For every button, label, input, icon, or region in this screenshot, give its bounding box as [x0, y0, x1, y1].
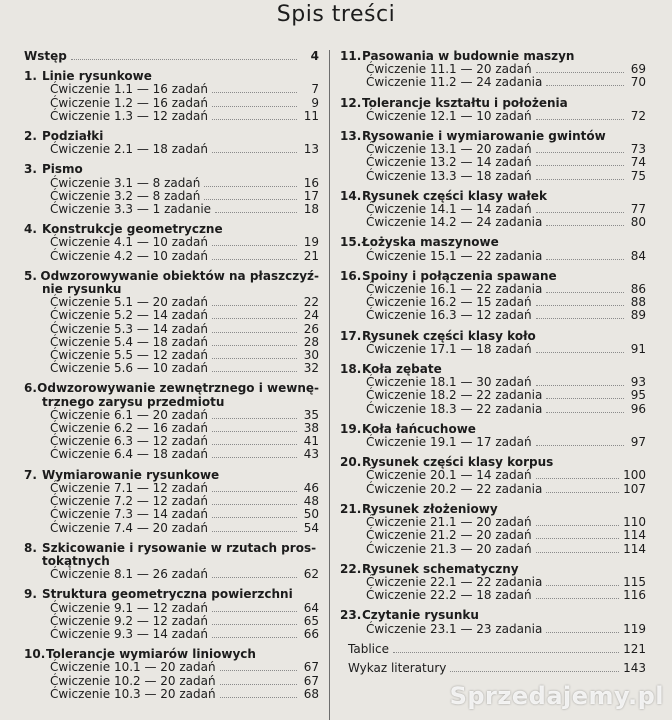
exercise-label: Ćwiczenie 5.4 — 18 zadań — [50, 334, 208, 349]
section-title: Łożyska maszynowe — [362, 235, 499, 250]
section-title: Struktura geometryczna powierzchni — [42, 587, 293, 602]
exercise-entry — [340, 623, 646, 636]
exercise-label: Ćwiczenie 18.1 — 30 zadań — [366, 375, 532, 390]
exercise-label: Ćwiczenie 17.1 — 18 zadań — [366, 341, 532, 356]
page-number: 19 — [303, 235, 319, 250]
page-number: 13 — [303, 142, 319, 157]
toc-entry: Wstęp 4 — [24, 49, 319, 63]
exercise-label: Ćwiczenie 1.1 — 16 zadań — [50, 82, 208, 97]
section-number: 3. — [24, 162, 37, 177]
exercise-entry — [340, 250, 646, 263]
exercise-entry — [24, 110, 319, 123]
exercise-label: Ćwiczenie 6.4 — 18 zadań — [50, 447, 208, 462]
exercise-entry — [24, 250, 319, 263]
page-number: 88 — [630, 295, 646, 310]
exercise-entry — [340, 343, 646, 356]
exercise-label: Ćwiczenie 12.1 — 10 zadań — [366, 108, 532, 123]
exercise-label: Ćwiczenie 14.2 — 24 zadania — [366, 215, 543, 230]
exercise-label: Ćwiczenie 9.3 — 14 zadań — [50, 626, 208, 641]
exercise-label: Ćwiczenie 10.2 — 20 zadań — [50, 673, 216, 688]
section-title: Tolerancje wymiarów liniowych — [46, 647, 256, 662]
toc-section — [340, 456, 646, 496]
exercise-label: Ćwiczenie 21.2 — 20 zadań — [366, 528, 532, 543]
exercise-entry — [340, 389, 646, 402]
exercise-label: Ćwiczenie 19.1 — 17 zadań — [366, 435, 532, 450]
page-number: 50 — [303, 507, 319, 522]
section-number: 17. — [340, 328, 362, 343]
toc-section — [24, 70, 319, 123]
exercise-entry — [24, 143, 319, 156]
exercise-entry — [24, 97, 319, 110]
section-heading — [340, 563, 646, 576]
section-heading — [340, 97, 646, 110]
exercise-label: Ćwiczenie 5.3 — 14 zadań — [50, 321, 208, 336]
page-number: 95 — [630, 388, 646, 403]
page-number: 68 — [303, 686, 319, 701]
section-title: Rysunek części klasy wałek — [362, 188, 547, 203]
section-title: Spoiny i połączenia spawane — [362, 268, 557, 283]
exercise-entry — [24, 675, 319, 688]
exercise-entry — [340, 436, 646, 449]
exercise-entry — [340, 156, 646, 169]
page-number: 62 — [303, 567, 319, 582]
exercise-label: Ćwiczenie 16.1 — 22 zadania — [366, 282, 543, 297]
toc-section — [24, 648, 319, 701]
toc-section — [340, 130, 646, 183]
exercise-entry — [340, 543, 646, 556]
exercise-entry — [340, 170, 646, 183]
exercise-entry — [340, 529, 646, 542]
section-title: Rysowanie i wymiarowanie gwintów — [362, 129, 606, 144]
section-heading — [340, 236, 646, 249]
section-number: 11. — [340, 49, 362, 63]
toc-section — [340, 50, 646, 90]
section-title: Pismo — [42, 162, 83, 177]
exercise-entry — [340, 76, 646, 89]
section-title: Rysunek złożeniowy — [362, 501, 498, 516]
page-number: 72 — [630, 108, 646, 123]
page-number: 74 — [630, 155, 646, 170]
page-number: 32 — [303, 361, 319, 376]
exercise-label: Ćwiczenie 5.2 — 14 zadań — [50, 308, 208, 323]
page-number: 22 — [303, 295, 319, 310]
exercise-label: Ćwiczenie 16.3 — 12 zadań — [366, 308, 532, 323]
toc-section — [340, 190, 646, 230]
section-title: Wymiarowanie rysunkowe — [42, 467, 220, 482]
exercise-entry — [24, 309, 319, 322]
section-title: Rysunek schematyczny — [362, 561, 519, 576]
watermark-logo: Sprzedajemy.pl — [449, 682, 664, 710]
section-number: 22. — [340, 561, 362, 576]
exercise-label: Ćwiczenie 6.3 — 12 zadań — [50, 434, 208, 449]
exercise-label: Ćwiczenie 16.2 — 15 zadań — [366, 295, 532, 310]
page-number: 7 — [311, 82, 319, 97]
page-number: 9 — [311, 95, 319, 110]
exercise-label: Ćwiczenie 13.2 — 14 zadań — [366, 155, 532, 170]
exercise-entry — [340, 309, 646, 322]
toc-section — [24, 163, 319, 216]
toc-section — [24, 588, 319, 641]
exercise-entry — [340, 403, 646, 416]
page-number: 16 — [303, 175, 319, 190]
toc-intro — [24, 50, 319, 63]
section-title: Koła łańcuchowe — [362, 421, 476, 436]
toc-section — [24, 270, 319, 376]
exercise-entry — [24, 177, 319, 190]
page-number: 48 — [303, 494, 319, 509]
exercise-label: Ćwiczenie 1.2 — 16 zadań — [50, 95, 208, 110]
exercise-label: Ćwiczenie 4.2 — 10 zadań — [50, 248, 208, 263]
section-number: 4. — [24, 222, 37, 237]
exercise-entry — [24, 362, 319, 375]
toc-tables — [340, 643, 646, 656]
exercise-label: Ćwiczenie 7.3 — 14 zadań — [50, 507, 208, 522]
exercise-label: Ćwiczenie 21.3 — 20 zadań — [366, 541, 532, 556]
exercise-entry — [24, 661, 319, 674]
toc-section — [340, 503, 646, 556]
page-number: 11 — [303, 108, 319, 123]
page-number: 64 — [303, 600, 319, 615]
section-title: Linie rysunkowe — [42, 69, 152, 84]
exercise-label: Ćwiczenie 8.1 — 26 zadań — [50, 567, 208, 582]
exercise-label: Ćwiczenie 14.1 — 14 zadań — [366, 202, 532, 217]
exercise-label: Ćwiczenie 10.3 — 20 zadań — [50, 686, 216, 701]
exercise-label: Ćwiczenie 3.1 — 8 zadań — [50, 175, 201, 190]
section-title: Koła zębate — [362, 362, 442, 377]
exercise-label: Ćwiczenie 6.1 — 20 zadań — [50, 407, 208, 422]
page-number: 110 — [623, 515, 646, 530]
exercise-label: Ćwiczenie 18.3 — 22 zadania — [366, 401, 543, 416]
toc-section — [24, 130, 319, 156]
exercise-label: Ćwiczenie 3.3 — 1 zadanie — [50, 202, 212, 217]
exercise-label: Ćwiczenie 7.2 — 12 zadań — [50, 494, 208, 509]
exercise-label: Ćwiczenie 10.1 — 20 zadań — [50, 660, 216, 675]
exercise-entry — [24, 508, 319, 521]
exercise-label: Ćwiczenie 2.1 — 18 zadań — [50, 142, 208, 157]
page-number: 21 — [303, 248, 319, 263]
toc-left-column — [24, 50, 319, 708]
section-number: 15. — [340, 235, 362, 250]
page-number: 65 — [303, 613, 319, 628]
exercise-label: Ćwiczenie 9.1 — 12 zadań — [50, 600, 208, 615]
exercise-entry — [340, 469, 646, 482]
exercise-label: Ćwiczenie 15.1 — 22 zadania — [366, 248, 543, 263]
exercise-label: Ćwiczenie 21.1 — 20 zadań — [366, 515, 532, 530]
page-number: 86 — [630, 282, 646, 297]
page-number: 115 — [623, 574, 646, 589]
exercise-label: Ćwiczenie 11.2 — 24 zadania — [366, 75, 543, 90]
section-heading — [24, 542, 319, 555]
exercise-label: Ćwiczenie 7.1 — 12 zadań — [50, 480, 208, 495]
section-number: 7. — [24, 467, 37, 482]
exercise-entry — [340, 110, 646, 123]
section-number: 1. — [24, 69, 37, 84]
section-title-continued: trznego zarysu przedmiotu — [42, 394, 225, 409]
section-number: 20. — [340, 455, 362, 470]
page-title: Spis treści — [276, 2, 396, 27]
section-title: Szkicowanie i rysowanie w rzutach pros- — [42, 540, 317, 555]
section-number: 8. — [24, 540, 37, 555]
exercise-label: Ćwiczenie 22.1 — 22 zadania — [366, 574, 543, 589]
exercise-entry — [24, 615, 319, 628]
page-number: 96 — [630, 401, 646, 416]
exercise-label: Ćwiczenie 4.1 — 10 zadań — [50, 235, 208, 250]
toc-section — [340, 563, 646, 603]
section-heading — [24, 163, 319, 176]
toc-section — [24, 382, 319, 461]
page-number: 73 — [630, 142, 646, 157]
toc-section — [340, 97, 646, 123]
exercise-label: Ćwiczenie 22.2 — 18 zadań — [366, 588, 532, 603]
page-number: 41 — [303, 434, 319, 449]
section-number: 19. — [340, 421, 362, 436]
page-number: 89 — [630, 308, 646, 323]
section-heading — [340, 609, 646, 622]
section-number: 9. — [24, 587, 37, 602]
toc-section — [340, 363, 646, 416]
section-title: Odwzorowywanie obiektów na płaszczyź- — [40, 268, 319, 283]
exercise-entry — [24, 203, 319, 216]
section-number: 13. — [340, 129, 362, 144]
exercise-entry — [24, 448, 319, 461]
page-number: 38 — [303, 421, 319, 436]
page-number: 43 — [303, 447, 319, 462]
section-heading — [24, 469, 319, 482]
page-number: 77 — [630, 202, 646, 217]
page-number: 100 — [623, 468, 646, 483]
exercise-label: Ćwiczenie 9.2 — 12 zadań — [50, 613, 208, 628]
section-number: 16. — [340, 268, 362, 283]
page-number: 114 — [623, 528, 646, 543]
page-number: 84 — [630, 248, 646, 263]
page-number: 67 — [303, 673, 319, 688]
section-title: Rysunek części klasy koło — [362, 328, 536, 343]
toc-section — [24, 223, 319, 263]
section-title: Odwzorowywanie zewnętrznego i wewnę- — [37, 381, 319, 396]
exercise-label: Ćwiczenie 11.1 — 20 zadań — [366, 62, 532, 77]
toc-section — [340, 609, 646, 635]
section-number: 14. — [340, 188, 362, 203]
section-title: Pasowania w budownie maszyn — [362, 49, 575, 63]
toc-section — [340, 270, 646, 323]
section-title: Podziałki — [42, 129, 104, 144]
page-number: 119 — [623, 621, 646, 636]
section-title: Czytanie rysunku — [362, 608, 479, 623]
section-number: 5. — [24, 268, 37, 283]
exercise-label: Ćwiczenie 13.1 — 20 zadań — [366, 142, 532, 157]
page-number: 116 — [623, 588, 646, 603]
page-number: 70 — [630, 75, 646, 90]
page-number: 75 — [630, 168, 646, 183]
exercise-entry — [24, 628, 319, 641]
section-number: 23. — [340, 608, 362, 623]
section-title-continued: nie rysunku — [42, 282, 122, 297]
page-number: 24 — [303, 308, 319, 323]
exercise-label: Ćwiczenie 20.1 — 14 zadań — [366, 468, 532, 483]
section-title-continued: tokątnych — [42, 553, 110, 568]
section-number: 12. — [340, 95, 362, 110]
exercise-entry — [340, 589, 646, 602]
toc-section — [340, 330, 646, 356]
exercise-label: Ćwiczenie 1.3 — 12 zadań — [50, 108, 208, 123]
exercise-label: Ćwiczenie 5.5 — 12 zadań — [50, 348, 208, 363]
page-number: 93 — [630, 375, 646, 390]
section-title: Konstrukcje geometryczne — [42, 222, 223, 237]
page-number: 18 — [303, 202, 319, 217]
section-number: 21. — [340, 501, 362, 516]
page-number: 66 — [303, 626, 319, 641]
exercise-label: Ćwiczenie 13.3 — 18 zadań — [366, 168, 532, 183]
page-number: 107 — [623, 481, 646, 496]
section-number: 18. — [340, 362, 362, 377]
exercise-label: Ćwiczenie 5.1 — 20 zadań — [50, 295, 208, 310]
exercise-entry — [24, 602, 319, 615]
page-number: 69 — [630, 62, 646, 77]
exercise-entry — [340, 216, 646, 229]
section-number: 10. — [24, 647, 46, 662]
page-number: 17 — [303, 188, 319, 203]
toc-literature — [340, 662, 646, 675]
page-number: 97 — [630, 435, 646, 450]
exercise-label: Ćwiczenie 6.2 — 16 zadań — [50, 421, 208, 436]
page-number: 30 — [303, 348, 319, 363]
exercise-label: Ćwiczenie 23.1 — 23 zadania — [366, 621, 543, 636]
exercise-entry — [24, 688, 319, 701]
page-number: 28 — [303, 334, 319, 349]
page-number: 114 — [623, 541, 646, 556]
toc-right-column — [340, 50, 646, 682]
exercise-entry — [340, 483, 646, 496]
page-number: 80 — [630, 215, 646, 230]
exercise-entry — [24, 83, 319, 96]
exercise-entry — [24, 236, 319, 249]
page-number: 35 — [303, 407, 319, 422]
section-title: Tolerancje kształtu i położenia — [362, 95, 568, 110]
page-number: 67 — [303, 660, 319, 675]
toc-entry: Wykaz literatury 143 — [348, 660, 646, 675]
column-divider — [329, 50, 330, 720]
toc-section — [340, 423, 646, 449]
exercise-entry — [24, 568, 319, 581]
page-number: 26 — [303, 321, 319, 336]
page-number: 46 — [303, 480, 319, 495]
exercise-entry — [24, 323, 319, 336]
section-number: 2. — [24, 129, 37, 144]
section-heading — [340, 330, 646, 343]
toc-entry: Tablice 121 — [348, 641, 646, 656]
toc-section — [24, 542, 319, 582]
section-number: 6. — [24, 381, 37, 396]
exercise-entry — [24, 522, 319, 535]
toc-section — [24, 469, 319, 535]
page-number: 54 — [303, 520, 319, 535]
exercise-label: Ćwiczenie 7.4 — 20 zadań — [50, 520, 208, 535]
exercise-label: Ćwiczenie 5.6 — 10 zadań — [50, 361, 208, 376]
exercise-label: Ćwiczenie 3.2 — 8 zadań — [50, 188, 201, 203]
section-heading — [24, 382, 319, 395]
toc-section — [340, 236, 646, 262]
exercise-label: Ćwiczenie 20.2 — 22 zadania — [366, 481, 543, 496]
section-heading — [24, 588, 319, 601]
page-number: 91 — [630, 341, 646, 356]
exercise-label: Ćwiczenie 18.2 — 22 zadania — [366, 388, 543, 403]
section-title: Rysunek części klasy korpus — [362, 455, 554, 470]
